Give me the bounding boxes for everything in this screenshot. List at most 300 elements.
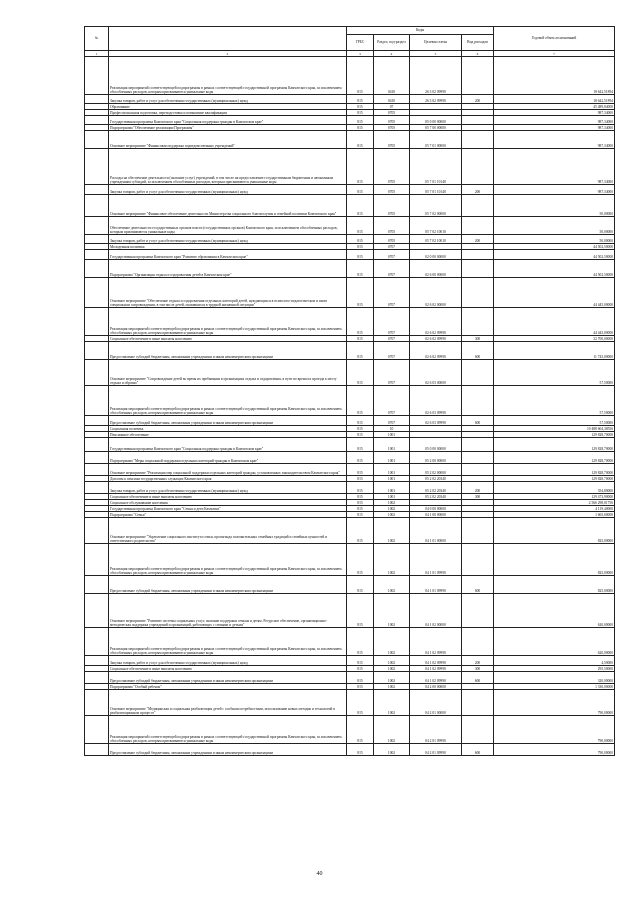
row-target-cell: 04 2 01 09990 — [410, 744, 462, 756]
row-target-cell: 02 6 02 09990 — [410, 336, 462, 342]
row-grbs-cell: 815 — [347, 386, 374, 416]
row-target-cell: 05 7 02 00000 — [410, 195, 462, 217]
row-target-cell: 02 6 02 09990 — [410, 342, 462, 360]
row-name-cell: Основное мероприятие "Развитие системы социальных услуг, оказание поддержки семьям и детям. Ресурсное обеспечение, организационно-методическая поддержка учреждений и организаций, работающих с семьями и детьми" — [109, 594, 347, 628]
row-kind-cell: 200 — [462, 482, 494, 494]
row-grbs-cell: 815 — [347, 342, 374, 360]
table-row — [85, 628, 615, 656]
row-target-cell: 02 6 03 09990 — [410, 416, 462, 426]
table-row — [85, 195, 615, 217]
row-amount-cell: 620,00000 — [494, 628, 615, 656]
column-number: 7 — [494, 51, 615, 57]
row-target-cell: 26 3 02 09990 — [410, 57, 462, 95]
row-number-cell — [85, 464, 109, 476]
row-name-cell: Государственная программа Камчатского края "Семья и дети Камчатки" — [109, 506, 347, 512]
row-section-cell: 1002 — [374, 544, 410, 576]
row-name-cell: Социальное обеспечение и иные выплаты населению — [109, 666, 347, 672]
row-grbs-cell: 815 — [347, 116, 374, 125]
header-amount: Годовой объем ассигнований — [494, 27, 615, 51]
row-section-cell: 0707 — [374, 244, 410, 250]
row-grbs-cell: 815 — [347, 518, 374, 544]
row-grbs-cell: 815 — [347, 336, 374, 342]
row-amount-cell: 987,34000 — [494, 125, 615, 131]
header-target: Целевая статья — [410, 35, 462, 51]
row-grbs-cell: 815 — [347, 476, 374, 482]
row-name-cell: Закупка товаров, работ и услуг для обеспечения государственных (муниципальных) нужд — [109, 185, 347, 195]
row-name-cell: Реализация мероприятий соответствующей подпрограммы в рамках соответствующей государственной программы Камчатского края, за исключением обособленных расходов, которым присваиваются уникальные коды — [109, 57, 347, 95]
table-row — [85, 278, 615, 308]
row-number-cell — [85, 672, 109, 684]
table-row — [85, 57, 615, 95]
row-number-cell — [85, 716, 109, 744]
row-amount-cell: 45 489,84000 — [494, 104, 615, 110]
row-section-cell: 1001 — [374, 476, 410, 482]
row-section-cell: 0705 — [374, 149, 410, 185]
row-kind-cell — [462, 250, 494, 260]
row-kind-cell: 600 — [462, 342, 494, 360]
row-number-cell — [85, 576, 109, 594]
table-row — [85, 690, 615, 716]
row-name-cell: Профессиональная подготовка, переподготовка и повышение квалификации — [109, 110, 347, 116]
row-amount-cell: 129 828,70000 — [494, 452, 615, 464]
table-row — [85, 149, 615, 185]
row-kind-cell — [462, 452, 494, 464]
row-number-cell — [85, 544, 109, 576]
row-kind-cell — [462, 360, 494, 386]
row-section-cell: 1002 — [374, 716, 410, 744]
row-name-cell: Основное мероприятие "Финансовое обеспечение деятельности Министерства социального благополучия и семейной политики Камчатского края" — [109, 195, 347, 217]
row-grbs-cell: 815 — [347, 360, 374, 386]
row-grbs-cell: 815 — [347, 278, 374, 308]
row-section-cell: 0707 — [374, 336, 410, 342]
row-name-cell: Реализация мероприятий соответствующей подпрограммы в рамках соответствующей государственной программы Камчатского края, за исключением обособленных расходов, которым присваиваются уникальные коды — [109, 716, 347, 744]
row-amount-cell: 129 828,70000 — [494, 476, 615, 482]
row-number-cell — [85, 195, 109, 217]
row-number-cell — [85, 416, 109, 426]
row-section-cell: 0707 — [374, 308, 410, 336]
row-amount-cell: 44 445,00000 — [494, 278, 615, 308]
row-target-cell: 04 2 01 00000 — [410, 690, 462, 716]
row-name-cell: Образование — [109, 104, 347, 110]
row-name-cell: Основное мероприятие "Реализация мер социальной поддержки отдельных категорий граждан, установленных законодательством Камчатского края" — [109, 464, 347, 476]
row-section-cell: 1002 — [374, 512, 410, 518]
row-number-cell — [85, 278, 109, 308]
row-number-cell — [85, 628, 109, 656]
row-target-cell: 05 0 00 00000 — [410, 438, 462, 452]
row-kind-cell — [462, 628, 494, 656]
row-kind-cell — [462, 544, 494, 576]
row-number-cell — [85, 250, 109, 260]
row-target-cell: 26 3 02 09990 — [410, 95, 462, 104]
row-section-cell: 0707 — [374, 342, 410, 360]
row-name-cell: Подпрограмма "Меры социальной поддержки отдельных категорий граждан в Камчатском крае" — [109, 452, 347, 464]
row-grbs-cell: 815 — [347, 512, 374, 518]
row-number-cell — [85, 482, 109, 494]
header-section: Раздел, под-раздел — [374, 35, 410, 51]
table-row — [85, 438, 615, 452]
row-number-cell — [85, 656, 109, 666]
row-amount-cell: 57,50000 — [494, 386, 615, 416]
table-row — [85, 744, 615, 756]
row-amount-cell: 129 828,70000 — [494, 464, 615, 476]
header-number: № — [85, 27, 109, 51]
row-amount-cell: 987,34000 — [494, 110, 615, 116]
row-section-cell: 1002 — [374, 672, 410, 684]
row-target-cell: 02 6 02 00000 — [410, 278, 462, 308]
table-row — [85, 217, 615, 235]
row-number-cell — [85, 95, 109, 104]
row-kind-cell — [462, 57, 494, 95]
row-name-cell: Государственная программа Камчатского края "Социальная поддержка граждан в Камчатском крае" — [109, 116, 347, 125]
row-section-cell: 07 — [374, 104, 410, 110]
row-kind-cell: 300 — [462, 666, 494, 672]
row-grbs-cell: 815 — [347, 666, 374, 672]
row-name-cell: Предоставление субсидий бюджетным, автономным учреждениям и иным некоммерческим организациям — [109, 576, 347, 594]
row-name-cell: Предоставление субсидий бюджетным, автономным учреждениям и иным некоммерческим организациям — [109, 672, 347, 684]
table-row — [85, 656, 615, 666]
column-number: 1 — [85, 51, 109, 57]
row-section-cell: 1002 — [374, 744, 410, 756]
row-target-cell: 04 0 00 00000 — [410, 506, 462, 512]
row-name-cell: Реализация мероприятий соответствующей подпрограммы в рамках соответствующей государственной программы Камчатского края, за исключением обособленных расходов, которым присваиваются уникальные коды — [109, 544, 347, 576]
table-row — [85, 342, 615, 360]
row-grbs-cell: 815 — [347, 464, 374, 476]
row-target-cell: 02 6 03 09990 — [410, 386, 462, 416]
column-number: 5 — [410, 51, 462, 57]
row-section-cell: 1002 — [374, 576, 410, 594]
row-grbs-cell: 815 — [347, 594, 374, 628]
row-number-cell — [85, 131, 109, 149]
row-number-cell — [85, 594, 109, 628]
row-section-cell: 1002 — [374, 594, 410, 628]
row-grbs-cell: 815 — [347, 482, 374, 494]
row-grbs-cell: 815 — [347, 244, 374, 250]
row-section-cell: 0705 — [374, 131, 410, 149]
row-number-cell — [85, 149, 109, 185]
row-amount-cell: 4,50000 — [494, 656, 615, 666]
header-name — [109, 27, 347, 51]
row-grbs-cell: 815 — [347, 125, 374, 131]
table-header — [85, 27, 615, 57]
row-name-cell: Социальное обслуживание населения — [109, 500, 347, 506]
row-section-cell: 0410 — [374, 95, 410, 104]
row-grbs-cell: 815 — [347, 544, 374, 576]
row-name-cell: Подпрограмма "Особый ребенок" — [109, 684, 347, 690]
row-amount-cell: 129 828,70000 — [494, 432, 615, 438]
table-row — [85, 544, 615, 576]
row-name-cell: Пенсионное обеспечение — [109, 432, 347, 438]
row-number-cell — [85, 690, 109, 716]
row-kind-cell: 300 — [462, 494, 494, 500]
row-name-cell: Предоставление субсидий бюджетным, автономным учреждениям и иным некоммерческим организациям — [109, 744, 347, 756]
row-section-cell: 1001 — [374, 494, 410, 500]
row-target-cell: 04 1 01 09990 — [410, 544, 462, 576]
row-grbs-cell: 815 — [347, 438, 374, 452]
row-grbs-cell: 815 — [347, 500, 374, 506]
row-amount-cell: 44 502,50000 — [494, 260, 615, 278]
row-grbs-cell: 815 — [347, 426, 374, 432]
row-amount-cell: 57,50000 — [494, 360, 615, 386]
row-number-cell — [85, 217, 109, 235]
row-amount-cell: 295,50000 — [494, 666, 615, 672]
row-section-cell: 1002 — [374, 666, 410, 672]
row-number-cell — [85, 744, 109, 756]
row-grbs-cell: 815 — [347, 110, 374, 116]
row-section-cell: 0705 — [374, 110, 410, 116]
row-name-cell: Обеспечение деятельности государственных органов власти (государственных органов) Камчатского края, за исключением обособленных расходов, которым присваиваются уникальные коды — [109, 217, 347, 235]
row-target-cell: 02 6 02 09990 — [410, 308, 462, 336]
row-name-cell: Социальное обеспечение и иные выплаты населению — [109, 494, 347, 500]
row-grbs-cell: 815 — [347, 195, 374, 217]
row-section-cell: 0410 — [374, 57, 410, 95]
row-grbs-cell: 815 — [347, 95, 374, 104]
header-grbs: ГРБС — [347, 35, 374, 51]
row-amount-cell: 790,00000 — [494, 744, 615, 756]
table-row — [85, 116, 615, 125]
row-name-cell: Основное мероприятие "Финансовая поддержка подведомственных учреждений" — [109, 131, 347, 149]
row-target-cell: 04 1 00 00000 — [410, 512, 462, 518]
row-amount-cell: 50,00000 — [494, 195, 615, 217]
row-section-cell: 0705 — [374, 217, 410, 235]
header-kind: Вид расходов — [462, 35, 494, 51]
row-number-cell — [85, 452, 109, 464]
row-target-cell: 04 1 01 09990 — [410, 576, 462, 594]
row-target-cell: 05 7 01 10140 — [410, 185, 462, 195]
row-amount-cell: 18 642,51894 — [494, 95, 615, 104]
row-grbs-cell: 815 — [347, 217, 374, 235]
row-grbs-cell: 815 — [347, 656, 374, 666]
row-name-cell: Социальная политика — [109, 426, 347, 432]
row-target-cell: 05 2 00 00000 — [410, 452, 462, 464]
row-target-cell: 05 2 02 00000 — [410, 464, 462, 476]
row-amount-cell: 987,34000 — [494, 149, 615, 185]
row-name-cell: Молодежная политика — [109, 244, 347, 250]
row-section-cell: 1002 — [374, 628, 410, 656]
table-row — [85, 250, 615, 260]
row-amount-cell: 987,34000 — [494, 131, 615, 149]
budget-table — [84, 26, 615, 756]
row-number-cell — [85, 438, 109, 452]
table-row — [85, 464, 615, 476]
row-target-cell: 04 1 02 09990 — [410, 666, 462, 672]
table-row — [85, 95, 615, 104]
row-section-cell: 0707 — [374, 416, 410, 426]
row-grbs-cell: 815 — [347, 260, 374, 278]
row-section-cell: 0707 — [374, 360, 410, 386]
header-codes: Коды — [347, 27, 494, 35]
row-amount-cell: 825,00000 — [494, 576, 615, 594]
row-number-cell — [85, 57, 109, 95]
row-target-cell: 05 7 01 10140 — [410, 149, 462, 185]
row-name-cell: Предоставление субсидий бюджетным, автономным учреждениям и иным некоммерческим организациям — [109, 416, 347, 426]
row-kind-cell — [462, 116, 494, 125]
row-kind-cell — [462, 716, 494, 744]
row-target-cell: 04 1 01 00000 — [410, 518, 462, 544]
row-section-cell: 1001 — [374, 482, 410, 494]
row-section-cell: 10 — [374, 426, 410, 432]
row-amount-cell: 825,00000 — [494, 518, 615, 544]
row-kind-cell: 600 — [462, 672, 494, 684]
row-target-cell: 02 6 03 00000 — [410, 360, 462, 386]
row-name-cell: Государственная программа Камчатского края "Развитие образования в Камчатском крае" — [109, 250, 347, 260]
row-target-cell: 02 6 00 00000 — [410, 260, 462, 278]
row-name-cell: Основное мероприятие "Укрепление социального института семьи, пропаганда положительных семейных традиций и семейных ценностей и ответственного родительства" — [109, 518, 347, 544]
row-section-cell: 1001 — [374, 452, 410, 464]
row-target-cell: 04 1 02 09990 — [410, 672, 462, 684]
row-grbs-cell: 815 — [347, 672, 374, 684]
row-amount-cell: 1 665,00000 — [494, 512, 615, 518]
row-name-cell: Закупка товаров, работ и услуг для обеспечения государственных (муниципальных) нужд — [109, 95, 347, 104]
row-section-cell: 1002 — [374, 518, 410, 544]
column-number: 4 — [374, 51, 410, 57]
row-name-cell: Закупка товаров, работ и услуг для обеспечения государственных (муниципальных) нужд — [109, 482, 347, 494]
row-amount-cell: 987,34000 — [494, 185, 615, 195]
row-grbs-cell: 815 — [347, 494, 374, 500]
table-row — [85, 260, 615, 278]
row-number-cell — [85, 308, 109, 336]
table-row — [85, 452, 615, 464]
row-grbs-cell: 815 — [347, 628, 374, 656]
row-grbs-cell: 815 — [347, 104, 374, 110]
row-amount-cell: 57,50000 — [494, 416, 615, 426]
table-row — [85, 518, 615, 544]
row-target-cell: 05 7 01 00000 — [410, 131, 462, 149]
row-number-cell — [85, 360, 109, 386]
column-number: 2 — [109, 51, 347, 57]
row-kind-cell: 600 — [462, 744, 494, 756]
row-kind-cell: 600 — [462, 416, 494, 426]
row-grbs-cell: 815 — [347, 432, 374, 438]
row-name-cell: Основное мероприятие "Обеспечение отдыха и оздоровления отдельных категорий детей, нуждающихся в психолого-педагогическом и ином специальном сопровождении, в том числе детей, оказавшихся в трудной жизненной ситуации" — [109, 278, 347, 308]
row-amount-cell: 10 488 604,38556 — [494, 426, 615, 432]
row-target-cell: 05 2 02 20340 — [410, 482, 462, 494]
row-amount-cell: 11 745,00000 — [494, 342, 615, 360]
table-row — [85, 185, 615, 195]
row-target-cell: 04 1 02 00000 — [410, 594, 462, 628]
row-section-cell: 0705 — [374, 195, 410, 217]
row-kind-cell — [462, 308, 494, 336]
row-target-cell: 04 1 02 09990 — [410, 656, 462, 666]
row-kind-cell — [462, 195, 494, 217]
row-amount-cell: 4 119,40000 — [494, 506, 615, 512]
column-number: 6 — [462, 51, 494, 57]
row-name-cell: Закупка товаров, работ и услуг для обеспечения государственных (муниципальных) нужд — [109, 235, 347, 244]
row-kind-cell — [462, 260, 494, 278]
row-name-cell: Реализация мероприятий соответствующей подпрограммы в рамках соответствующей государственной программы Камчатского края, за исключением обособленных расходов, которым присваиваются уникальные коды — [109, 386, 347, 416]
row-section-cell: 0707 — [374, 278, 410, 308]
row-amount-cell: 1 330,00000 — [494, 684, 615, 690]
row-kind-cell — [462, 217, 494, 235]
row-section-cell: 0707 — [374, 260, 410, 278]
row-name-cell: Основное мероприятие "Сопровождение детей во время их пребывания в организациях отдыха и оздоровления, в пути во время их проезда к месту отдыха и обратно" — [109, 360, 347, 386]
row-amount-cell: 44 502,50000 — [494, 250, 615, 260]
row-name-cell: Реализация мероприятий соответствующей подпрограммы в рамках соответствующей государственной программы Камчатского края, за исключением обособленных расходов, которым присваиваются уникальные коды — [109, 628, 347, 656]
row-name-cell: Государственная программа Камчатского края "Социальная поддержка граждан в Камчатском крае" — [109, 438, 347, 452]
row-number-cell — [85, 235, 109, 244]
row-target-cell: 04 1 02 09990 — [410, 628, 462, 656]
row-section-cell: 1001 — [374, 438, 410, 452]
row-section-cell: 0707 — [374, 250, 410, 260]
row-section-cell: 0705 — [374, 116, 410, 125]
table-row — [85, 672, 615, 684]
row-amount-cell: 18 642,51894 — [494, 57, 615, 95]
row-grbs-cell: 815 — [347, 131, 374, 149]
row-kind-cell — [462, 386, 494, 416]
row-section-cell: 1002 — [374, 690, 410, 716]
row-name-cell: Основное мероприятие "Медицинская и социальная реабилитация детей с особыми потребностями, использование новых методик и технологий в реабилитационном процессе" — [109, 690, 347, 716]
row-section-cell: 0705 — [374, 125, 410, 131]
row-amount-cell: 50,00000 — [494, 235, 615, 244]
row-grbs-cell: 815 — [347, 416, 374, 426]
row-name-cell: Предоставление субсидий бюджетным, автономным учреждениям и иным некоммерческим организациям — [109, 342, 347, 360]
row-amount-cell: 129 828,70000 — [494, 438, 615, 452]
row-number-cell — [85, 185, 109, 195]
table-row — [85, 131, 615, 149]
row-section-cell: 1002 — [374, 506, 410, 512]
row-grbs-cell: 815 — [347, 744, 374, 756]
row-amount-cell: 825,00000 — [494, 544, 615, 576]
column-number: 3 — [347, 51, 374, 57]
row-amount-cell: 44 445,00000 — [494, 308, 615, 336]
row-grbs-cell: 815 — [347, 57, 374, 95]
row-kind-cell: 200 — [462, 235, 494, 244]
row-grbs-cell: 815 — [347, 690, 374, 716]
table-row — [85, 594, 615, 628]
row-grbs-cell: 815 — [347, 235, 374, 244]
row-amount-cell: 50,00000 — [494, 217, 615, 235]
row-kind-cell — [462, 518, 494, 544]
row-amount-cell: 2 566 298,01756 — [494, 500, 615, 506]
row-kind-cell — [462, 594, 494, 628]
row-grbs-cell: 815 — [347, 250, 374, 260]
row-section-cell: 0707 — [374, 386, 410, 416]
row-section-cell: 1002 — [374, 500, 410, 506]
row-target-cell: 05 2 02 20340 — [410, 494, 462, 500]
table-row — [85, 716, 615, 744]
table-row — [85, 416, 615, 426]
row-kind-cell — [462, 438, 494, 452]
row-amount-cell: 44 502,50000 — [494, 244, 615, 250]
table-row — [85, 235, 615, 244]
row-name-cell: Подпрограмма "Обеспечение реализации Программы" — [109, 125, 347, 131]
row-target-cell: 04 2 01 09990 — [410, 716, 462, 744]
table-row — [85, 482, 615, 494]
table-row — [85, 360, 615, 386]
row-amount-cell: 790,00000 — [494, 690, 615, 716]
row-kind-cell — [462, 464, 494, 476]
table-row — [85, 576, 615, 594]
row-target-cell: 05 0 00 00000 — [410, 116, 462, 125]
row-name-cell: Подпрограмма "Семья" — [109, 512, 347, 518]
page-number: 40 — [316, 871, 323, 877]
row-amount-cell: 129 473,90000 — [494, 494, 615, 500]
row-grbs-cell: 815 — [347, 308, 374, 336]
row-name-cell: Подпрограмма "Организация отдыха и оздоровления детей в Камчатском крае" — [109, 260, 347, 278]
row-kind-cell — [462, 278, 494, 308]
table-row — [85, 386, 615, 416]
row-grbs-cell: 815 — [347, 716, 374, 744]
row-name-cell: Закупка товаров, работ и услуг для обеспечения государственных (муниципальных) нужд — [109, 656, 347, 666]
row-target-cell: 05 7 02 10010 — [410, 235, 462, 244]
row-kind-cell: 600 — [462, 576, 494, 594]
row-kind-cell: 300 — [462, 336, 494, 342]
row-number-cell — [85, 260, 109, 278]
row-section-cell: 0705 — [374, 185, 410, 195]
row-grbs-cell: 815 — [347, 452, 374, 464]
row-amount-cell: 32 700,00000 — [494, 336, 615, 342]
row-section-cell: 1001 — [374, 464, 410, 476]
row-number-cell — [85, 386, 109, 416]
